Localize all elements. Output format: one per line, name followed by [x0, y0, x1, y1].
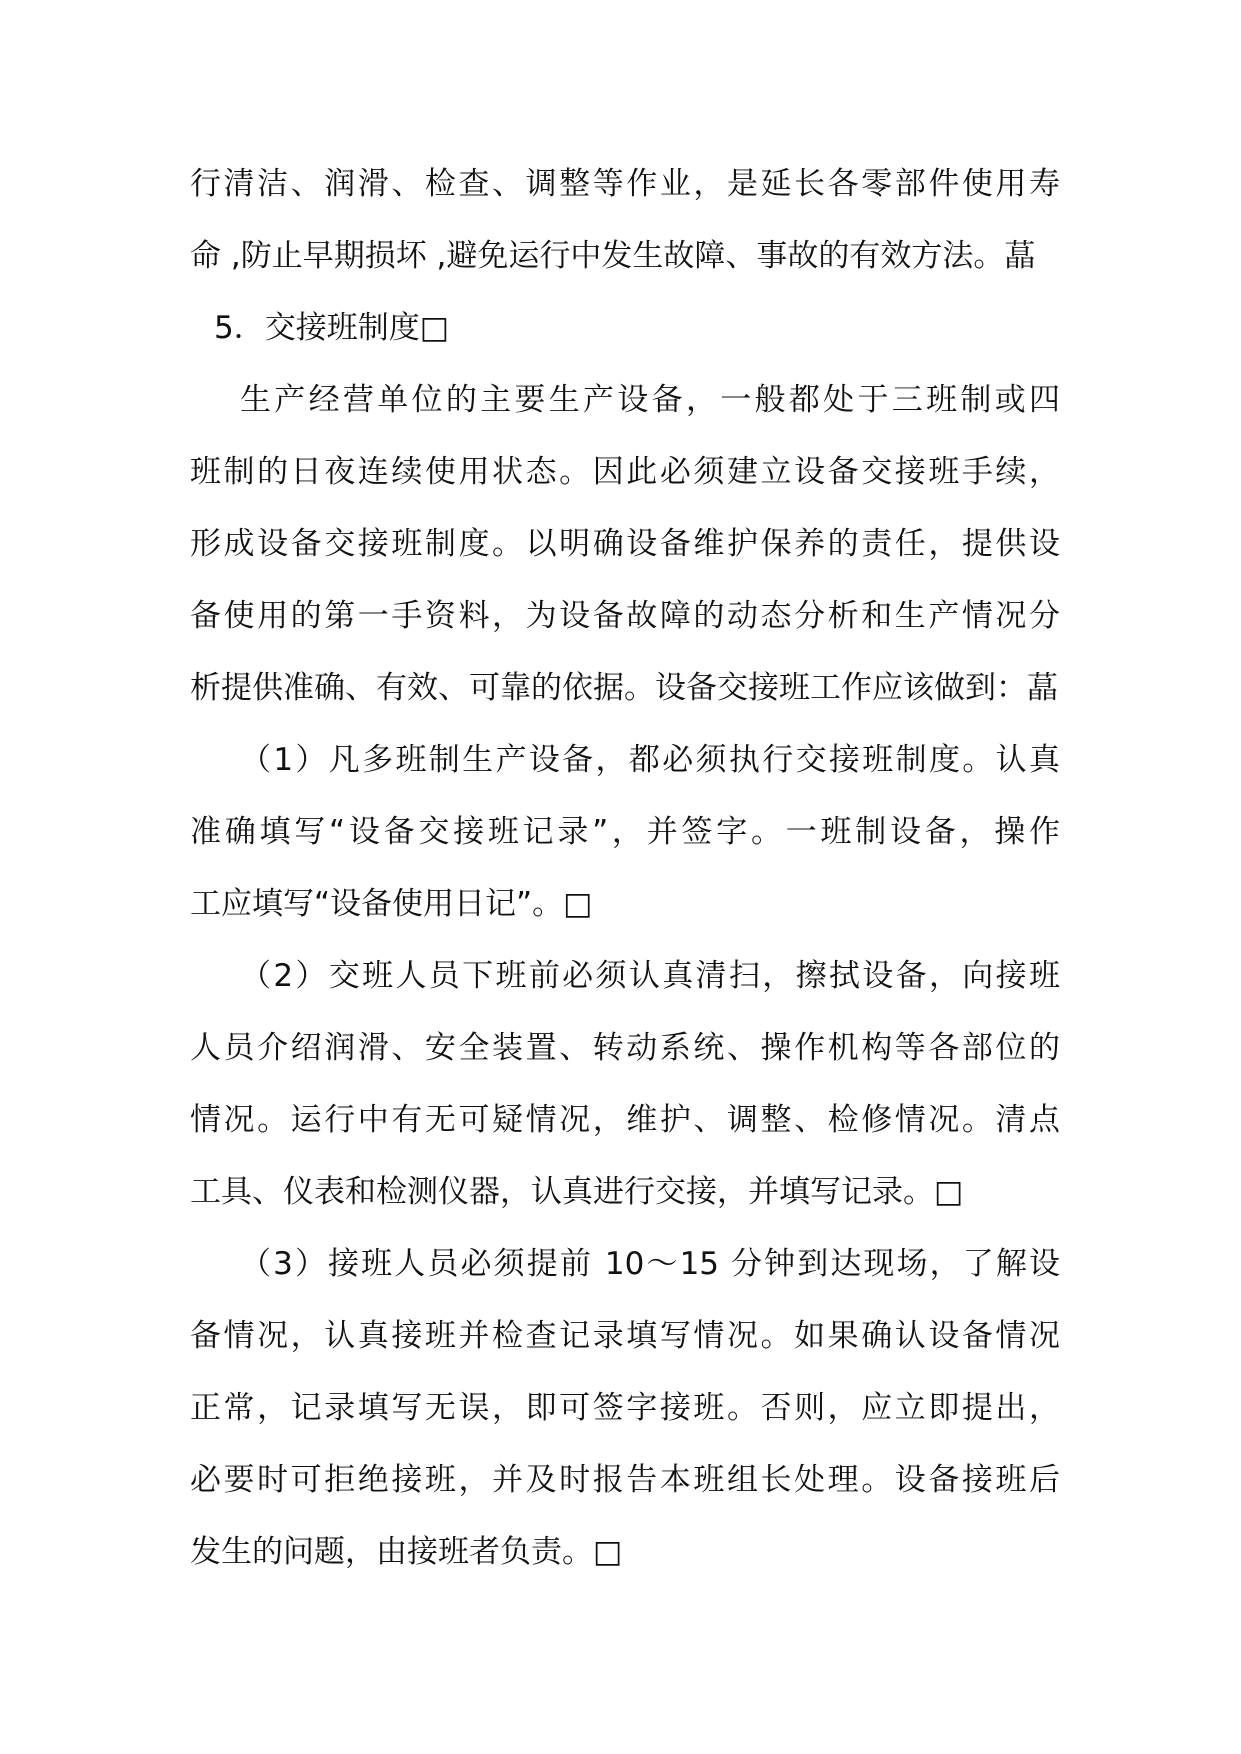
text-line: 备使用的第一手资料，为设备故障的动态分析和生产情况分: [190, 598, 1060, 634]
text-line: 班制的日夜连续使用状态。因此必须建立设备交接班手续，: [190, 454, 1060, 490]
paragraph-intro: [190, 364, 1060, 724]
section-heading: [190, 292, 1060, 364]
text-line: 析提供准确、有效、可靠的依据。设备交接班工作应该做到：蕌: [190, 670, 1058, 706]
paragraph-continuation: [190, 148, 1060, 292]
text-line: 正常，记录填写无误，即可签字接班。否则，应立即提出，: [190, 1390, 1060, 1426]
heading-text: 5．交接班制度□: [214, 310, 450, 346]
text-line: （2）交班人员下班前必须认真清扫，擦拭设备，向接班: [240, 958, 1060, 994]
text-line: （1）凡多班制生产设备，都必须执行交接班制度。认真: [240, 742, 1060, 778]
text-line: 工应填写“设备使用日记”。□: [190, 886, 593, 922]
text-line: 行清洁、润滑、检查、调整等作业，是延长各零部件使用寿: [190, 166, 1060, 202]
text-line: 命 ,防止早期损坏 ,避免运行中发生故障、事故的有效方法。蕌: [190, 238, 1036, 274]
text-line: 必要时可拒绝接班，并及时报告本班组长处理。设备接班后: [190, 1462, 1060, 1498]
text-line: 生产经营单位的主要生产设备，一般都处于三班制或四: [240, 382, 1060, 418]
text-line: （3）接班人员必须提前 10～15 分钟到达现场，了解设: [240, 1246, 1060, 1282]
text-line: 准确填写“设备交接班记录”，并签字。一班制设备，操作: [190, 814, 1060, 850]
text-line: 人员介绍润滑、安全装置、转动系统、操作机构等各部位的: [190, 1030, 1060, 1066]
paragraph-item-1: [190, 724, 1060, 940]
text-line: 情况。运行中有无可疑情况，维护、调整、检修情况。清点: [190, 1102, 1060, 1138]
text-line: 形成设备交接班制度。以明确设备维护保养的责任，提供设: [190, 526, 1060, 562]
text-line: 发生的问题，由接班者负责。□: [190, 1534, 623, 1570]
text-line: 工具、仪表和检测仪器，认真进行交接，并填写记录。□: [190, 1174, 964, 1210]
paragraph-item-3: [190, 1228, 1060, 1588]
text-line: 备情况，认真接班并检查记录填写情况。如果确认设备情况: [190, 1318, 1060, 1354]
document-page: [190, 148, 1060, 1588]
paragraph-item-2: [190, 940, 1060, 1228]
